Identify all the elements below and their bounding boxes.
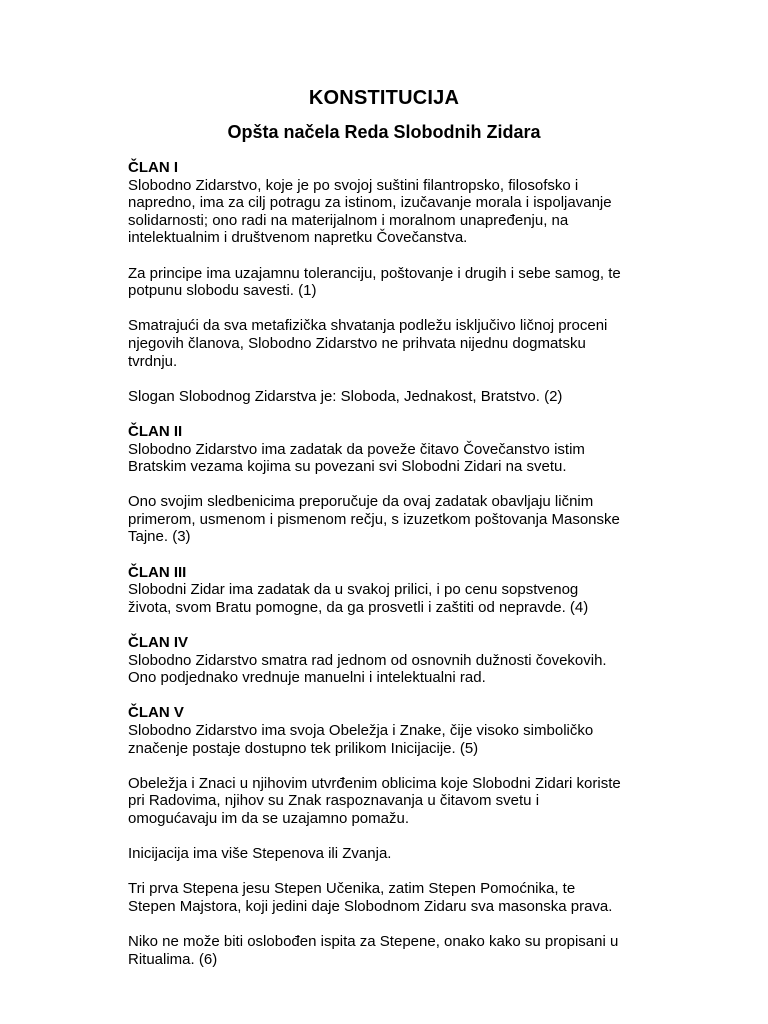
paragraph-line: Stepen Majstora, koji jedini daje Slobodnom Zidaru sva masonska prava. <box>128 897 613 915</box>
article-heading: ČLAN III <box>128 563 187 581</box>
paragraph <box>128 880 648 915</box>
paragraph <box>128 845 648 863</box>
paragraph-line: solidarnosti; ono radi na materijalnom i moralnom unapređenju, na <box>128 211 569 229</box>
paragraph-line: života, svom Bratu pomogne, da ga prosvetli i zaštiti od nepravde. (4) <box>128 598 589 616</box>
paragraph <box>128 265 648 300</box>
paragraph-line: Ono podjednako vrednuje manuelni i intelektualni rad. <box>128 669 486 687</box>
paragraph-line: Slobodno Zidarstvo smatra rad jednom od osnovnih dužnosti čovekovih. <box>128 651 607 669</box>
paragraph-line: Tajne. (3) <box>128 528 191 546</box>
paragraph <box>128 441 648 476</box>
paragraph <box>128 388 648 406</box>
paragraph-line: Smatrajući da sva metafizička shvatanja podležu isključivo ličnoj proceni <box>128 317 608 335</box>
paragraph-line: Za principe ima uzajamnu toleranciju, poštovanje i drugih i sebe samog, te <box>128 264 621 282</box>
paragraph-line: Slobodno Zidarstvo, koje je po svojoj suštini filantropsko, filosofsko i <box>128 176 579 194</box>
paragraph-line: Obeležja i Znaci u njihovim utvrđenim oblicima koje Slobodni Zidari koriste <box>128 774 621 792</box>
document-subtitle: Opšta načela Reda Slobodnih Zidara <box>227 122 541 142</box>
paragraph-line: napredno, ima za cilj potragu za istinom, izučavanje morala i ispoljavanje <box>128 194 612 212</box>
paragraph-line: omogućavaju im da se uzajamno pomažu. <box>128 809 409 827</box>
paragraph-line: potpunu slobodu savesti. (1) <box>128 282 317 300</box>
paragraph <box>128 493 648 546</box>
paragraph-line: značenje postaje dostupno tek prilikom Inicijacije. (5) <box>128 739 479 757</box>
paragraph-line: Ritualima. (6) <box>128 950 218 968</box>
paragraph <box>128 775 648 828</box>
paragraph <box>128 317 648 370</box>
paragraph <box>128 722 648 757</box>
article-4 <box>128 634 648 687</box>
article-2 <box>128 423 648 546</box>
paragraph-line: Slobodni Zidar ima zadatak da u svakoj prilici, i po cenu sopstvenog <box>128 581 579 599</box>
paragraph-line: Ono svojim sledbenicima preporučuje da ovaj zadatak obavljaju ličnim <box>128 493 594 511</box>
paragraph-line: pri Radovima, njihov su Znak raspoznavanja u čitavom svetu i <box>128 792 540 810</box>
paragraph <box>128 177 648 247</box>
article-heading: ČLAN IV <box>128 634 188 652</box>
paragraph-line: Inicijacija ima više Stepenova ili Zvanja. <box>128 845 392 863</box>
document-title: KONSTITUCIJA <box>308 87 460 109</box>
paragraph-line: Tri prva Stepena jesu Stepen Učenika, zatim Stepen Pomoćnika, te <box>128 880 576 898</box>
paragraph-line: Slobodno Zidarstvo ima zadatak da poveže čitavo Čovečanstvo istim <box>128 440 585 458</box>
article-5 <box>128 704 648 968</box>
article-heading: ČLAN I <box>128 159 178 176</box>
paragraph-line: njegovih članova, Slobodno Zidarstvo ne prihvata nijednu dogmatsku <box>128 334 586 352</box>
document-body <box>128 159 648 986</box>
paragraph-line: primerom, usmenom i pismenom rečju, s izuzetkom poštovanja Masonske <box>128 510 620 528</box>
paragraph <box>128 933 648 968</box>
article-heading: ČLAN V <box>128 704 184 722</box>
paragraph-line: Slobodno Zidarstvo ima svoja Obeležja i Znake, čije visoko simboličko <box>128 722 594 739</box>
paragraph-line: Niko ne može biti oslobođen ispita za Stepene, onako kako su propisani u <box>128 933 619 951</box>
article-heading: ČLAN II <box>128 422 183 440</box>
paragraph-line: Bratskim vezama kojima su povezani svi Slobodni Zidari na svetu. <box>128 458 567 476</box>
article-1 <box>128 159 648 405</box>
paragraph <box>128 652 648 687</box>
paragraph-line: tvrdnju. <box>128 352 178 370</box>
paragraph <box>128 581 648 616</box>
paragraph-line: Slogan Slobodnog Zidarstva je: Sloboda, Jednakost, Bratstvo. (2) <box>128 387 563 405</box>
article-3 <box>128 564 648 617</box>
paragraph-line: intelektualnim i društvenom napretku Čovečanstva. <box>128 229 468 247</box>
